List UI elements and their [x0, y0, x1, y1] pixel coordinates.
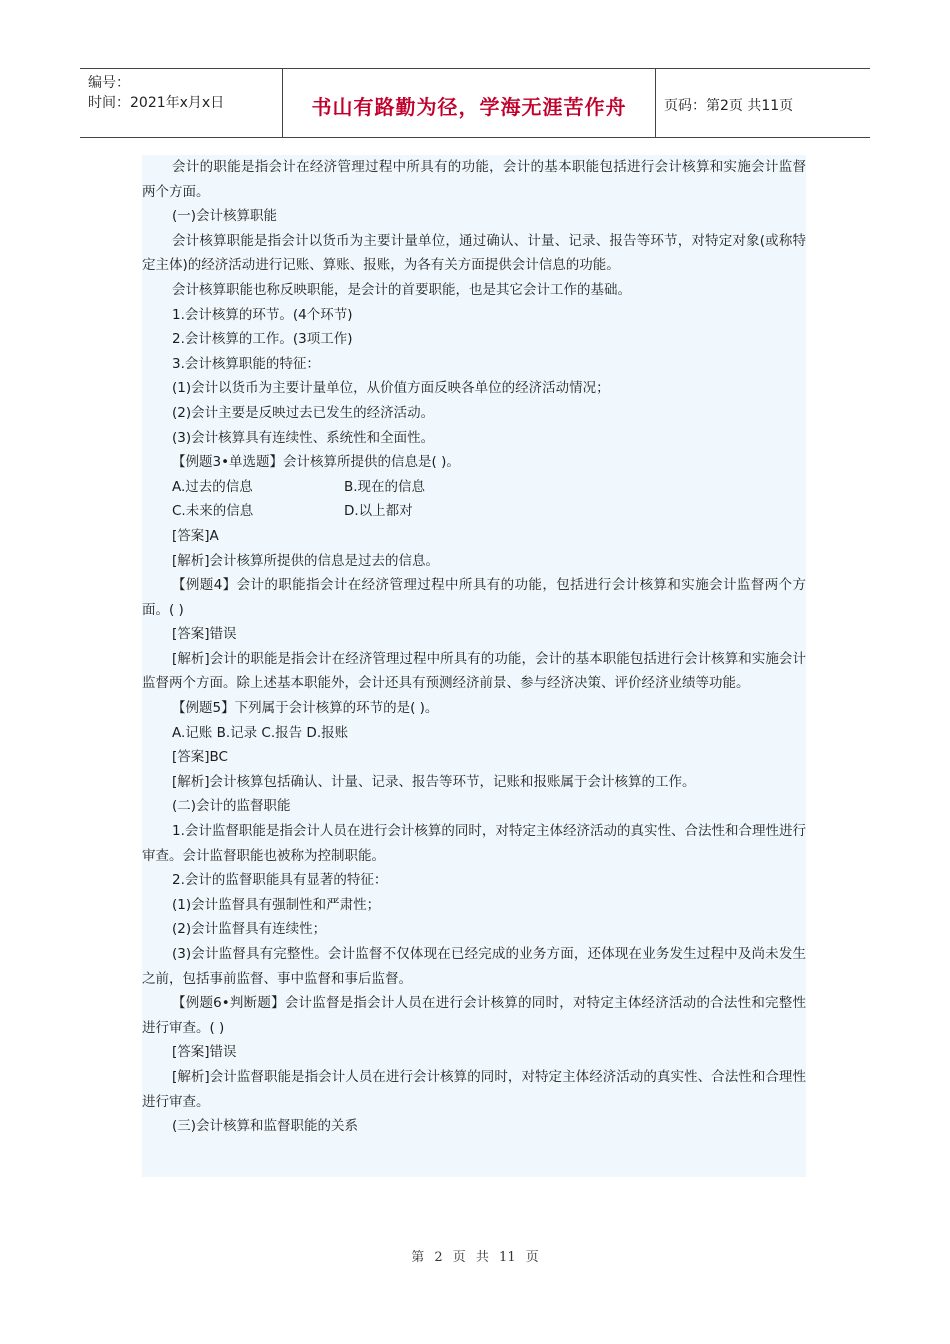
list-item: 3.会计核算职能的特征：	[172, 355, 320, 372]
answer: [答案]错误	[172, 1044, 237, 1061]
paragraph: 会计核算职能也称反映职能，是会计的首要职能，也是其它会计工作的基础。	[172, 281, 631, 298]
section-heading: (二)会计的监督职能	[172, 798, 291, 815]
answer: [答案]A	[172, 527, 219, 544]
options-line: A.记账 B.记录 C.报告 D.报账	[172, 724, 349, 741]
page-code: 页码：第2页 共11页	[664, 98, 794, 114]
page-footer: 第 2 页 共 11 页	[411, 1250, 539, 1265]
answer: [答案]错误	[172, 626, 237, 643]
list-item: 2.会计核算的工作。(3项工作)	[172, 331, 353, 348]
header-page-cell	[654, 69, 870, 137]
time-label: 时间：2021年x月x日	[88, 95, 225, 111]
options-row	[142, 499, 806, 524]
header-meta	[80, 69, 282, 137]
section-heading: (三)会计核算和监督职能的关系	[172, 1118, 359, 1135]
list-item: 1.会计监督职能是指会计人员在进行会计核算的同时，对特定主体经济活动的真实性、合法性和合理性进行审查。会计监督职能也被称为控制职能。	[142, 823, 806, 864]
list-item: (2)会计主要是反映过去已发生的经济活动。	[172, 404, 435, 421]
example-question: 【例题5】下列属于会计核算的环节的是( )。	[172, 700, 439, 717]
answer: [答案]BC	[172, 749, 228, 766]
explanation: [解析]会计监督职能是指会计人员在进行会计核算的同时，对特定主体经济活动的真实性、合法性和合理性进行审查。	[142, 1068, 806, 1110]
explanation: [解析]会计核算包括确认、计量、记录、报告等环节，记账和报账属于会计核算的工作。	[172, 773, 696, 790]
example-question: 【例题6•判断题】会计监督是指会计人员在进行会计核算的同时，对特定主体经济活动的合法性和完整性进行审查。( )	[142, 995, 806, 1036]
section-heading: (一)会计核算职能	[172, 208, 278, 225]
list-item: 2.会计的监督职能具有显著的特征：	[172, 872, 388, 889]
list-item: 1.会计核算的环节。(4个环节)	[172, 306, 353, 323]
paragraph: 会计核算职能是指会计以货币为主要计量单位，通过确认、计量、记录、报告等环节，对特定对象(或称特定主体)的经济活动进行记账、算账、报账，为各有关方面提供会计信息的功能。	[142, 232, 806, 274]
explanation: [解析]会计核算所提供的信息是过去的信息。	[172, 552, 440, 569]
list-item: (3)会计核算具有连续性、系统性和全面性。	[172, 429, 435, 446]
list-item: (3)会计监督具有完整性。会计监督不仅体现在已经完成的业务方面，还体现在业务发生过程中及尚未发生之前，包括事前监督、事中监督和事后监督。	[142, 946, 806, 987]
list-item: (1)会计以货币为主要计量单位，从价值方面反映各单位的经济活动情况；	[172, 380, 610, 397]
header-motto-cell	[282, 69, 656, 137]
list-item: (2)会计监督具有连续性；	[172, 921, 327, 938]
option-b: B.现在的信息	[344, 478, 426, 495]
example-question: 【例题3•单选题】会计核算所提供的信息是( )。	[172, 454, 460, 471]
option-c: C.未来的信息	[172, 503, 254, 520]
document-body	[142, 155, 806, 1177]
option-a: A.过去的信息	[172, 478, 253, 495]
number-label: 编号：	[88, 75, 130, 91]
page-header	[80, 68, 870, 138]
example-question: 【例题4】会计的职能指会计在经济管理过程中所具有的功能，包括进行会计核算和实施会计监督两个方面。( )	[142, 577, 806, 618]
explanation: [解析]会计的职能是指会计在经济管理过程中所具有的功能，会计的基本职能包括进行会计核算和实施会计监督两个方面。除上述基本职能外，会计还具有预测经济前景、参与经济决策、评价经济业绩等功能。	[142, 650, 806, 692]
options-row	[142, 475, 806, 500]
motto: 书山有路勤为径，学海无涯苦作舟	[311, 95, 627, 119]
paragraph: 会计的职能是指会计在经济管理过程中所具有的功能，会计的基本职能包括进行会计核算和实施会计监督两个方面。	[142, 159, 806, 200]
option-d: D.以上都对	[344, 503, 413, 520]
list-item: (1)会计监督具有强制性和严肃性；	[172, 896, 381, 913]
